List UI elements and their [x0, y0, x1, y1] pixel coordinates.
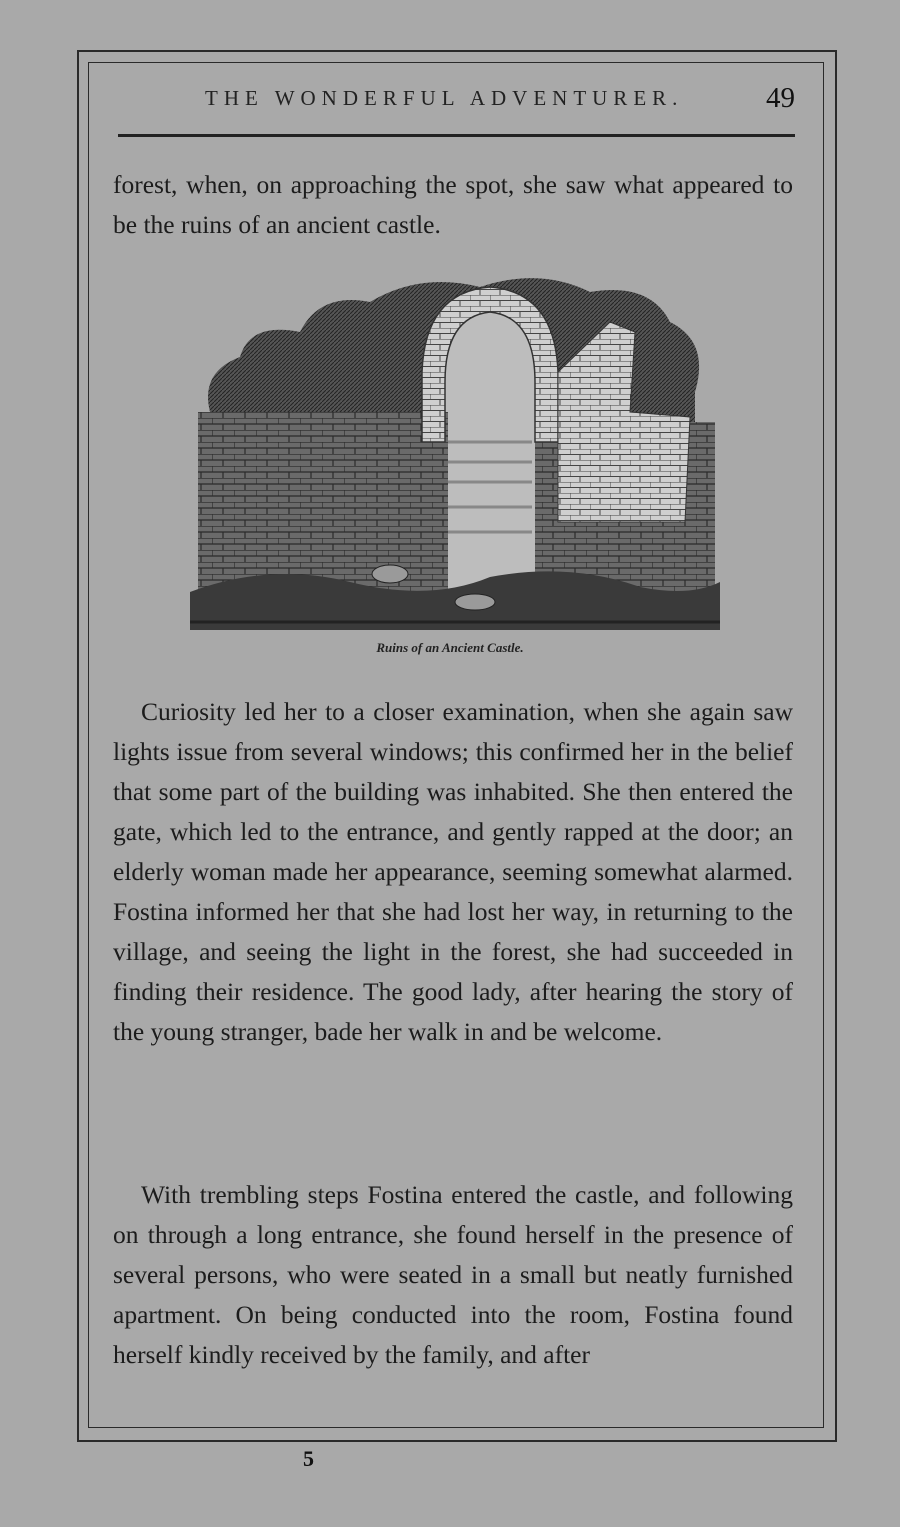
paragraph-2-text: Curiosity led her to a closer examination, when she again saw lights issue from several windows; this confirmed her in the belief that some part of the building was inhabited. She then entered the gate, which led to the entrance, and gently rapped at the door; an elderly woman made her appearance, seeming somewhat alarmed. Fostina informed her that she had lost her way, in returning to the village, and seeing the light in the forest, she had succeeded in finding their residence. The good lady, after hearing the story of the young stranger, bade her walk in and be welcome.: [113, 697, 793, 1046]
running-title: THE WONDERFUL ADVENTURER.: [205, 86, 684, 110]
castle-ruins-illustration: [190, 262, 720, 630]
paragraph-3: [113, 1175, 793, 1375]
paragraph-2: [113, 692, 793, 1052]
header-rule: [118, 134, 795, 137]
paragraph-3-text: With trembling steps Fostina entered the castle, and following on through a long entrance, she found herself in the presence of several persons, who were seated in a small but neatly furnished apartment. On being conducted into the room, Fostina found herself kindly received by the family, and after: [113, 1180, 793, 1369]
page-number: 49: [766, 82, 795, 114]
paragraph-1: [113, 165, 793, 245]
paragraph-1-text: forest, when, on approaching the spot, she saw what appeared to be the ruins of an ancient castle.: [113, 170, 793, 239]
illustration-caption: Ruins of an Ancient Castle.: [376, 640, 524, 655]
running-head: [120, 82, 795, 118]
signature-mark: 5: [303, 1446, 314, 1471]
